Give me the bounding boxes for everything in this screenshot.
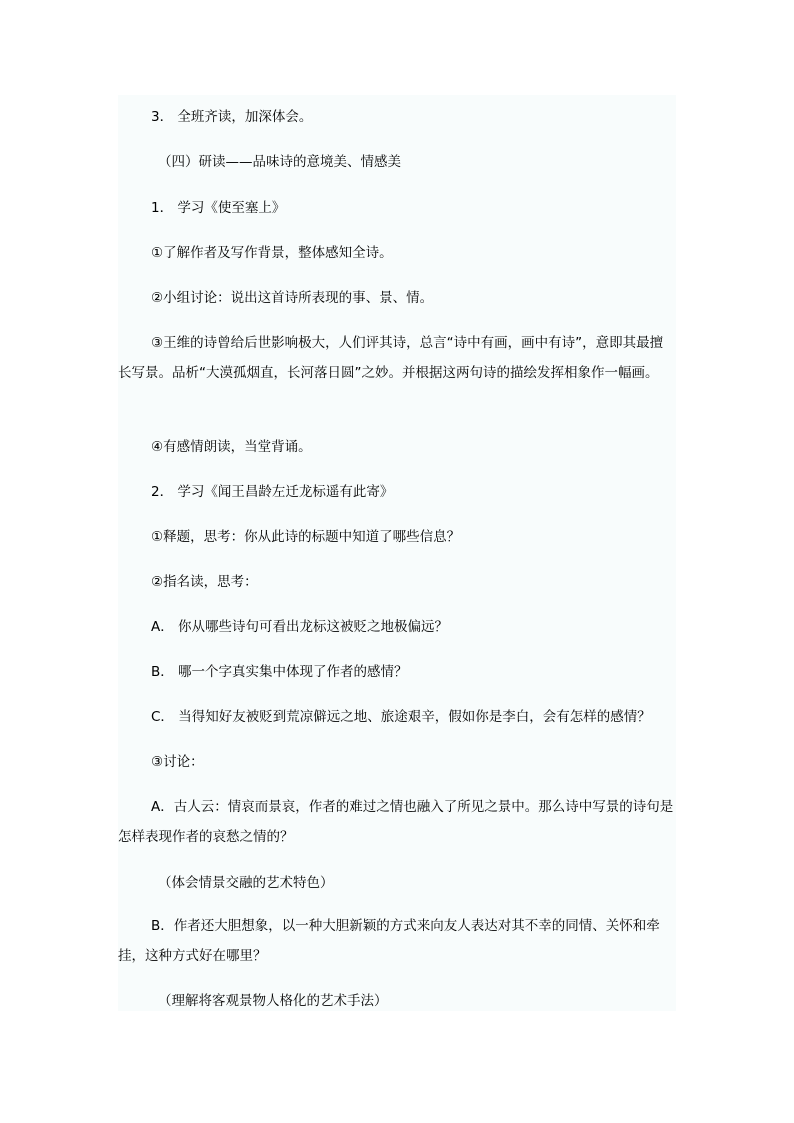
question-a: A． 你从哪些诗句可看出龙标这被贬之地极偏远？ xyxy=(151,619,449,635)
discussion-b: B．作者还大胆想象，以一种大胆新颖的方式来向友人表达对其不幸的同情、关怀和牵挂，这种方式好在哪里？ xyxy=(118,918,660,964)
question-c: C． 当得知好友被贬到荒凉僻远之地、旅途艰辛，假如你是李白，会有怎样的感情？ xyxy=(151,709,651,725)
item-2-step-2: ②指名读，思考： xyxy=(151,574,258,590)
discussion-b-note: （理解将客观景物人格化的艺术手法） xyxy=(158,993,388,1009)
item-1-step-1: ①了解作者及写作背景，整体感知全诗。 xyxy=(151,245,393,261)
item-1-heading: 1． 学习《使至塞上》 xyxy=(151,200,286,216)
item-1-step-2: ②小组讨论：说出这首诗所表现的事、景、情。 xyxy=(151,290,434,306)
discussion-a: A．古人云：情哀而景哀，作者的难过之情也融入了所见之景中。那么诗中写景的诗句是怎样表现作者的哀愁之情的？ xyxy=(118,799,674,845)
discussion-a-note: （体会情景交融的艺术特色） xyxy=(158,875,334,891)
item-2-step-1: ①释题，思考：你从此诗的标题中知道了哪些信息？ xyxy=(151,529,461,545)
item-2-step-3: ③讨论： xyxy=(151,754,204,770)
item-1-step-3: ③王维的诗曾给后世影响极大，人们评其诗，总言“诗中有画，画中有诗”，意即其最擅长写景。品析“大漠孤烟直，长河落日圆”之妙。并根据这两句诗的描绘发挥相象作一幅画。 xyxy=(118,335,664,381)
step-3-line: 3． 全班齐读，加深体会。 xyxy=(151,109,313,125)
section-4-heading: （四）研读——品味诗的意境美、情感美 xyxy=(158,154,401,170)
item-1-step-4: ④有感情朗读，当堂背诵。 xyxy=(151,439,312,455)
item-2-heading: 2． 学习《闻王昌龄左迁龙标遥有此寄》 xyxy=(151,484,394,500)
question-b: B． 哪一个字真实集中体现了作者的感情？ xyxy=(151,664,408,680)
